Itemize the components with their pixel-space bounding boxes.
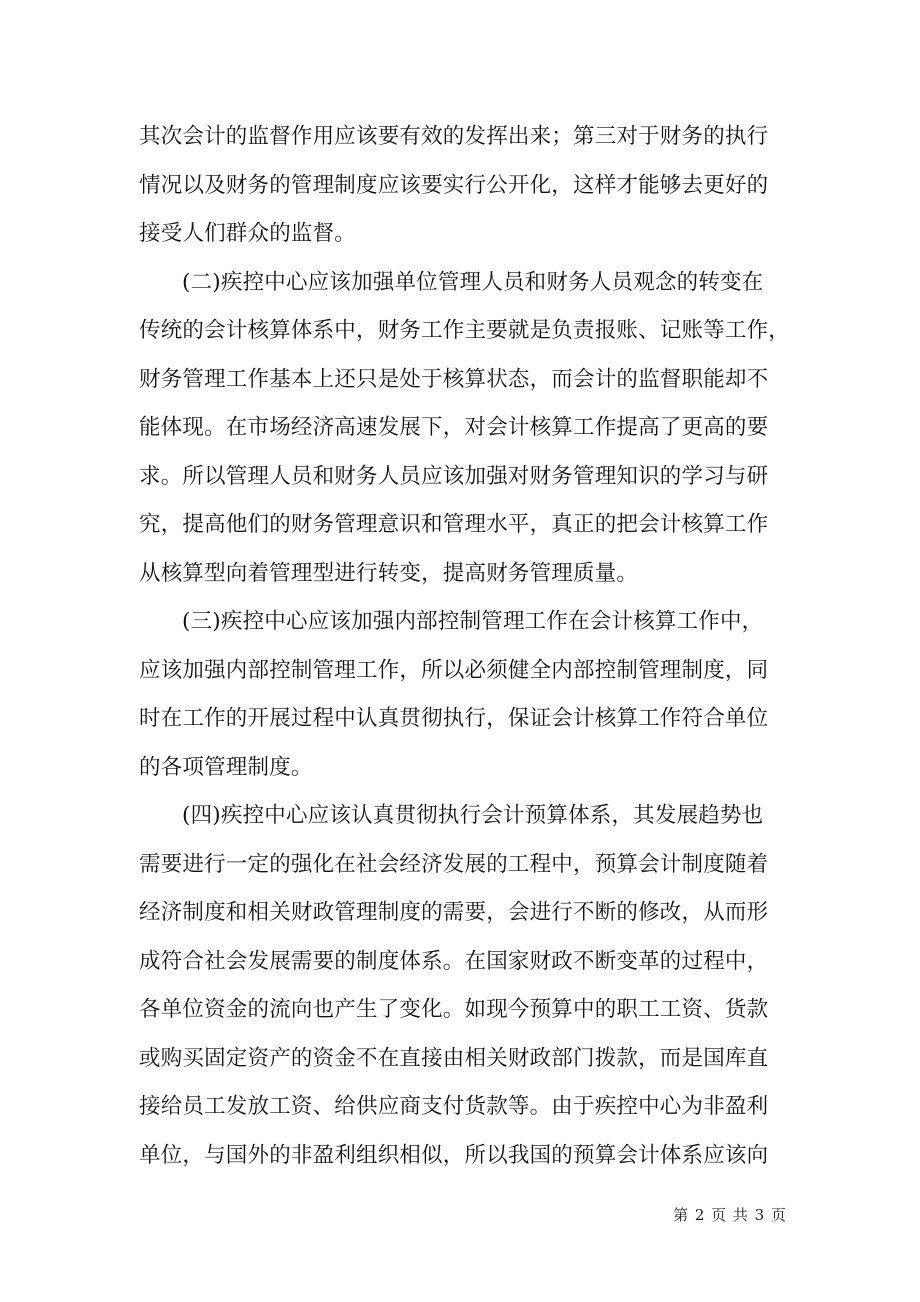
text-line: (三)疾控中心应该加强内部控制管理工作在会计核算工作中， [182,609,764,634]
page-footer [673,1204,787,1226]
text-line: 需要进行一定的强化在社会经济发展的工程中，预算会计制度随着 [139,851,769,877]
text-line: 时在工作的开展过程中认真贯彻执行，保证会计核算工作符合单位 [139,706,769,731]
text-line: 或购买固定资产的资金不在直接由相关财政部门拨款，而是国库直 [139,1045,769,1071]
page-number-indicator: 第 2 页 共 3 页 [673,1206,787,1224]
paragraph [139,792,787,1180]
text-line: 情况以及财务的管理制度应该要实行公开化，这样才能够去更好的 [139,172,769,198]
paragraph [139,113,787,259]
paragraph [139,259,791,599]
text-line: 的各项管理制度。 [139,754,313,780]
text-line: 成符合社会发展需要的制度体系。在国家财政不断变革的过程中， [139,948,769,974]
text-line: 究，提高他们的财务管理意识和管理水平，真正的把会计核算工作 [139,512,769,537]
text-line: 财务管理工作基本上还只是处于核算状态，而会计的监督职能却不 [139,366,769,392]
text-line: 传统的会计核算体系中，财务工作主要就是负责报账、记账等工作， [139,318,791,343]
text-line: 单位，与国外的非盈利组织相似，所以我国的预算会计体系应该向 [139,1142,769,1168]
text-line: (四)疾控中心应该认真贯彻执行会计预算体系，其发展趋势也 [182,803,764,828]
text-line: 从核算型向着管理型进行转变，提高财务管理质量。 [139,560,639,586]
text-line: 接给员工发放工资、给供应商支付货款等。由于疾控中心为非盈利 [139,1094,769,1119]
text-line: 其次会计的监督作用应该要有效的发挥出来；第三对于财务的执行 [139,124,769,149]
text-line: 接受人们群众的监督。 [139,221,357,246]
paragraph [139,598,787,792]
text-line: 求。所以管理人员和财务人员应该加强对财务管理知识的学习与研 [139,463,769,489]
text-line: 能体现。在市场经济高速发展下，对会计核算工作提高了更高的要 [139,415,769,440]
document-content [139,113,791,1180]
text-line: 应该加强内部控制管理工作，所以必须健全内部控制管理制度，同 [139,657,769,683]
text-line: 经济制度和相关财政管理制度的需要，会进行不断的修改，从而形 [139,900,769,925]
text-line: (二)疾控中心应该加强单位管理人员和财务人员观念的转变在 [182,269,764,295]
text-line: 各单位资金的流向也产生了变化。如现今预算中的职工工资、货款 [139,997,769,1022]
